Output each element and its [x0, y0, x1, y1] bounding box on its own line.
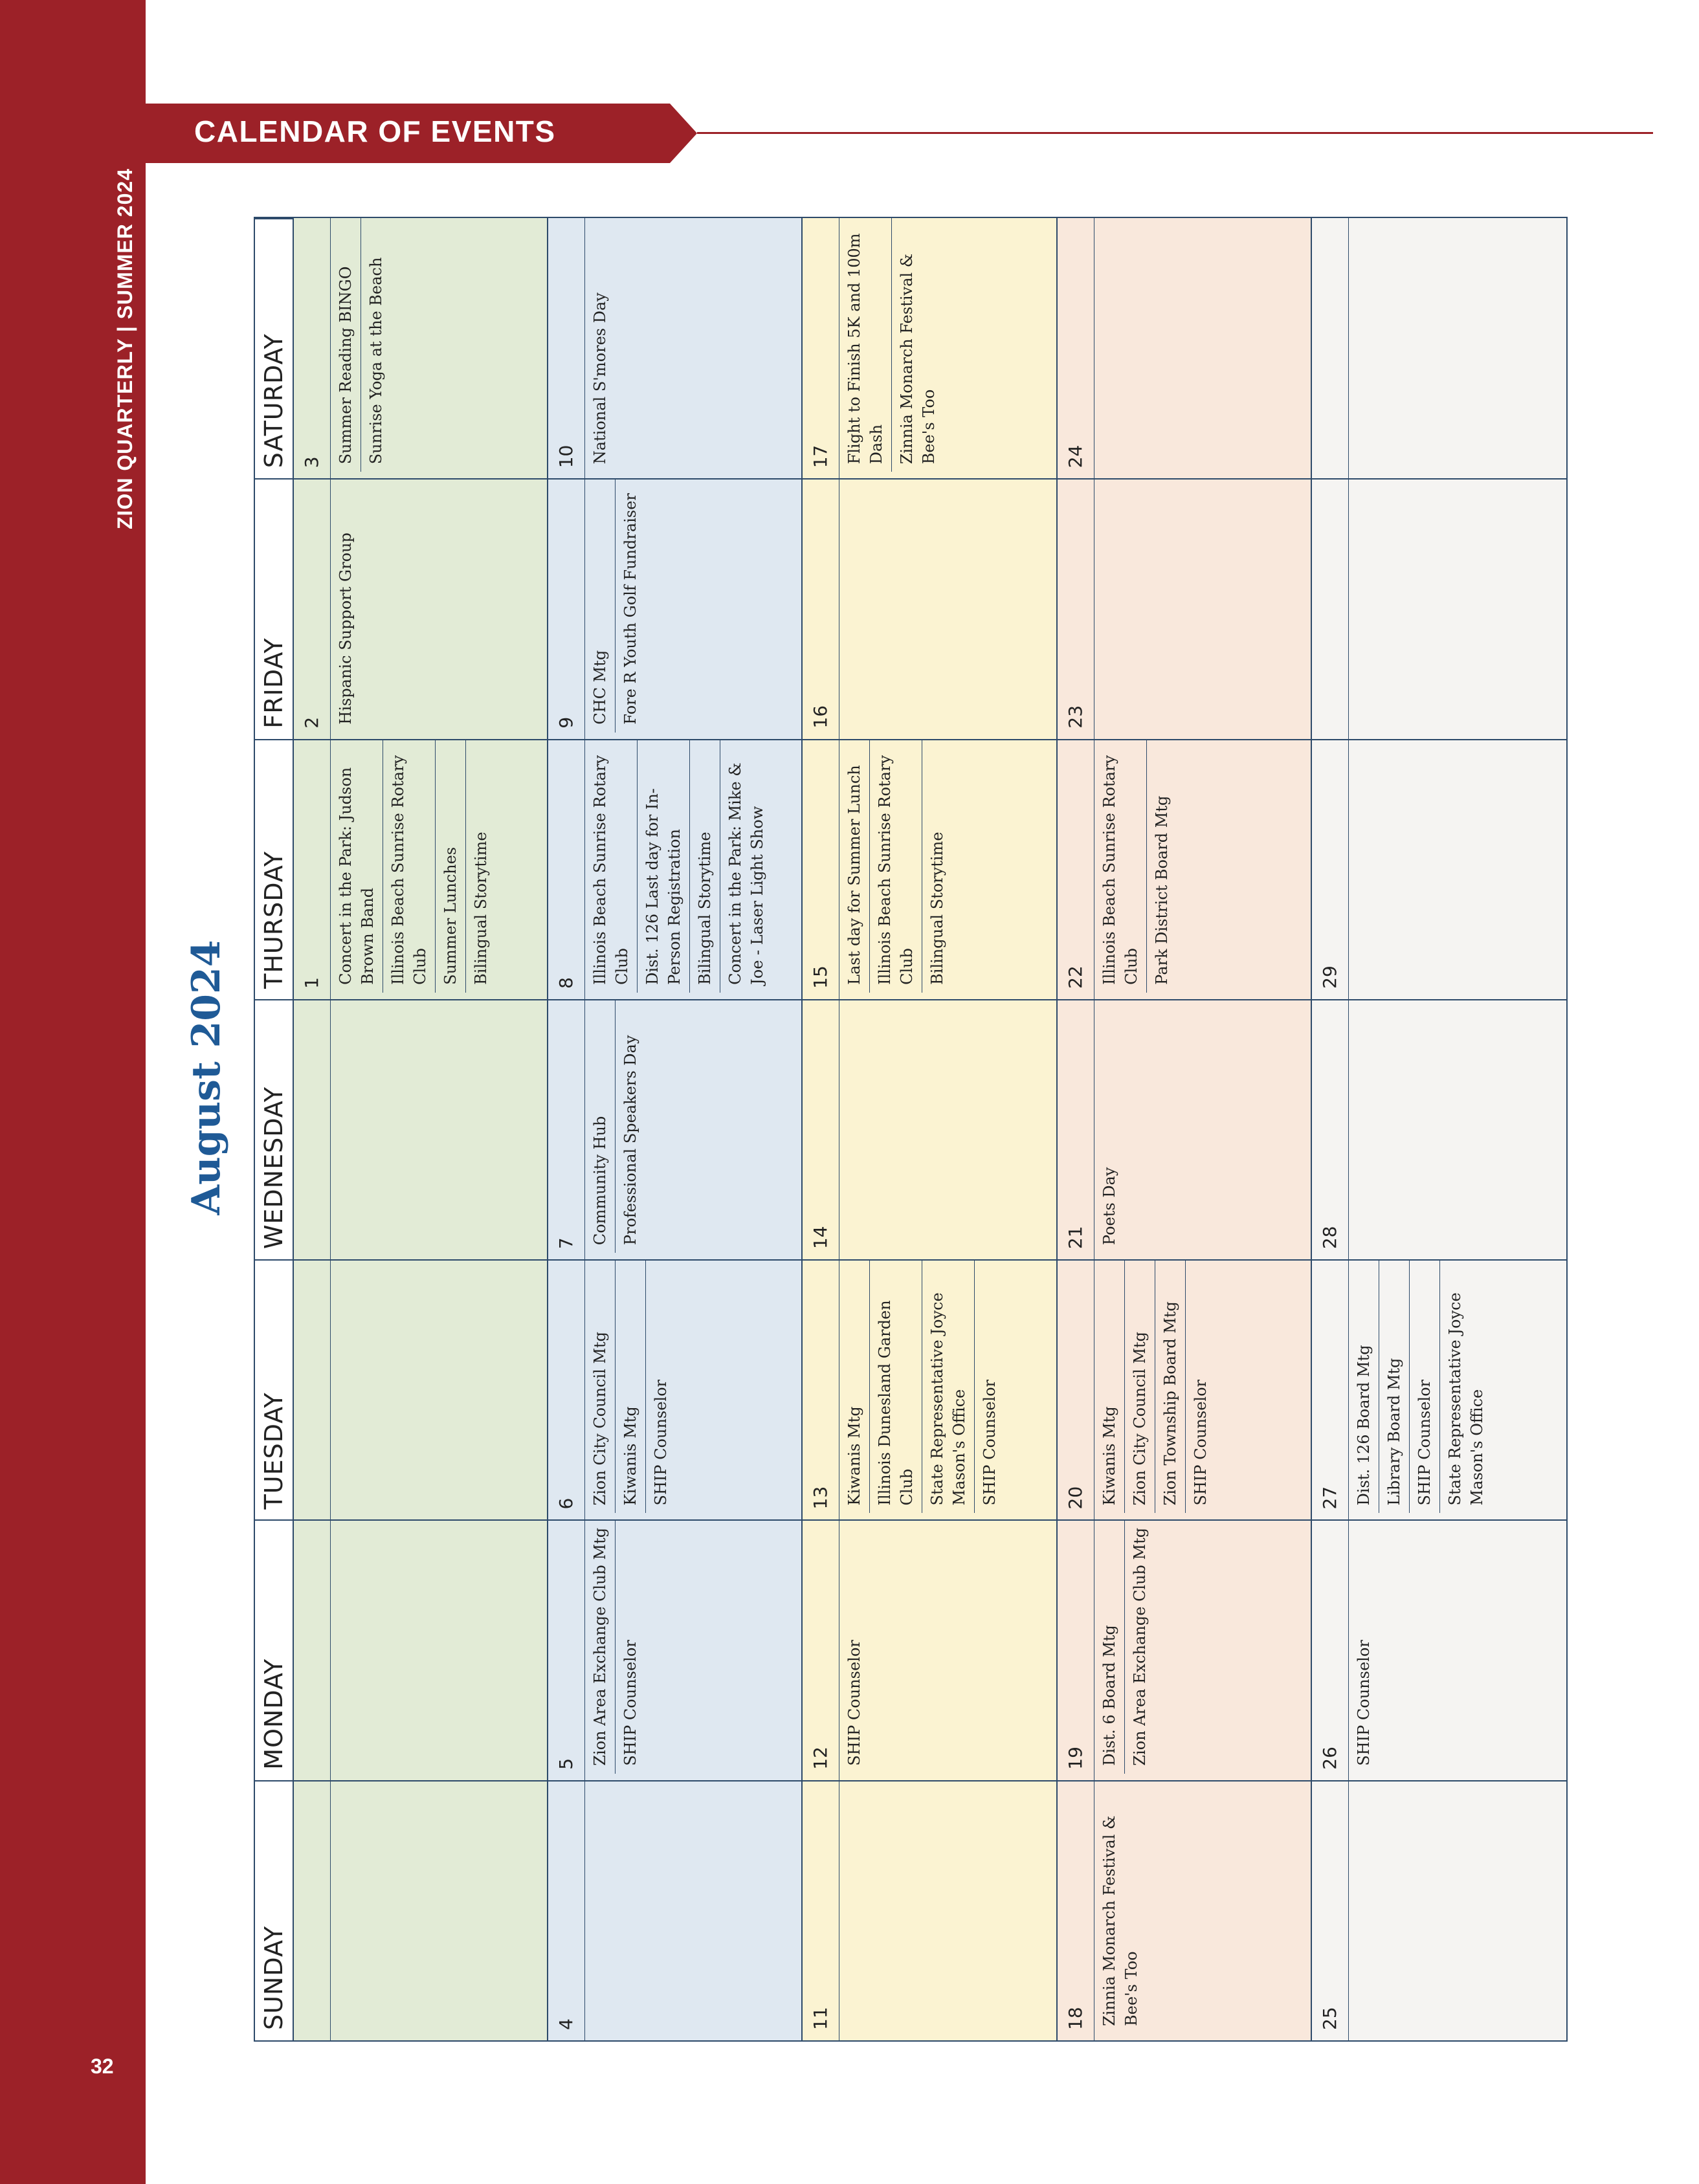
- event-item: Summer Lunches: [436, 740, 466, 993]
- day-cell: [1058, 739, 1312, 999]
- event-item: State Representative Joyce Mason's Office: [922, 1261, 975, 1513]
- banner-rule: [697, 132, 1653, 134]
- day-number: [294, 1000, 331, 1259]
- day-cell: [1312, 218, 1566, 478]
- day-number: 7: [548, 1000, 585, 1259]
- day-cell: [294, 1780, 548, 2040]
- day-number: 16: [803, 480, 839, 738]
- event-item: Last day for Summer Lunch: [839, 740, 870, 993]
- day-number: 27: [1312, 1261, 1349, 1519]
- day-cell: [548, 1259, 803, 1519]
- day-number: 25: [1312, 1781, 1349, 2040]
- weekday-header: SUNDAY: [255, 1780, 294, 2040]
- day-number: 15: [803, 740, 839, 999]
- day-cell: [294, 739, 548, 999]
- day-number: 1: [294, 740, 331, 999]
- day-cell: [294, 478, 548, 738]
- day-number: 9: [548, 480, 585, 738]
- day-cell: [1312, 1259, 1566, 1519]
- event-item: SHIP Counselor: [1410, 1261, 1440, 1513]
- event-item: Kiwanis Mtg: [616, 1261, 646, 1513]
- day-number: 12: [803, 1521, 839, 1780]
- day-cell: [1312, 1519, 1566, 1780]
- day-cell: [803, 1519, 1057, 1780]
- event-item: SHIP Counselor: [652, 1379, 671, 1506]
- event-item: Zion City Council Mtg: [1125, 1261, 1155, 1513]
- day-number: 23: [1058, 480, 1094, 738]
- weekday-header: WEDNESDAY: [255, 999, 294, 1259]
- day-number: 29: [1312, 740, 1349, 999]
- day-cell: [294, 999, 548, 1259]
- weekday-header: MONDAY: [255, 1519, 294, 1780]
- day-cell: [548, 218, 803, 478]
- day-number: 13: [803, 1261, 839, 1519]
- event-item: Kiwanis Mtg: [839, 1261, 870, 1513]
- day-cell: [1312, 739, 1566, 999]
- day-number: 2: [294, 480, 331, 738]
- weekday-header: TUESDAY: [255, 1259, 294, 1519]
- event-item: Sunrise Yoga at the Beach: [367, 257, 385, 465]
- event-item: Concert in the Park: Judson Brown Band: [331, 740, 383, 993]
- event-item: Library Board Mtg: [1379, 1261, 1410, 1513]
- day-number: 17: [803, 218, 839, 478]
- day-number: 22: [1058, 740, 1094, 999]
- day-cell: [803, 1259, 1057, 1519]
- day-cell: [294, 218, 548, 478]
- day-cell: [548, 999, 803, 1259]
- day-cell: [1312, 478, 1566, 738]
- day-number: 11: [803, 1781, 839, 2040]
- section-title: CALENDAR OF EVENTS: [194, 115, 556, 148]
- day-number: 28: [1312, 1000, 1349, 1259]
- day-number: 10: [548, 218, 585, 478]
- day-number: 21: [1058, 1000, 1094, 1259]
- day-cell: [548, 1780, 803, 2040]
- event-item: Fore R Youth Golf Fundraiser: [621, 493, 640, 725]
- day-number: [1312, 218, 1349, 478]
- day-cell: [1058, 1259, 1312, 1519]
- day-cell: [1058, 999, 1312, 1259]
- event-item: Bilingual Storytime: [472, 832, 490, 985]
- day-cell: [803, 1780, 1057, 2040]
- event-item: Zinnia Monarch Festival & Bee's Too: [1100, 1815, 1140, 2026]
- event-item: Poets Day: [1100, 1167, 1118, 1246]
- day-cell: [803, 218, 1057, 478]
- page-number: 32: [91, 2055, 114, 2078]
- event-item: Zion Area Exchange Club Mtg: [585, 1521, 616, 1773]
- event-item: Illinois Beach Sunrise Rotary Club: [1094, 740, 1147, 993]
- event-item: Flight to Finish 5K and 100m Dash: [839, 218, 892, 472]
- day-cell: [294, 1519, 548, 1780]
- day-number: 5: [548, 1521, 585, 1780]
- day-cell: [1058, 1519, 1312, 1780]
- event-item: SHIP Counselor: [981, 1379, 999, 1506]
- day-number: 3: [294, 218, 331, 478]
- event-item: Zion City Council Mtg: [585, 1261, 616, 1513]
- calendar-grid: [254, 217, 1568, 2042]
- event-item: Zion Area Exchange Club Mtg: [1130, 1527, 1149, 1766]
- day-cell: [1312, 1780, 1566, 2040]
- event-item: SHIP Counselor: [1354, 1640, 1373, 1766]
- day-cell: [1058, 218, 1312, 478]
- day-cell: [803, 999, 1057, 1259]
- publication-label: ZION QUARTERLY | SUMMER 2024: [113, 168, 137, 529]
- event-item: Bilingual Storytime: [928, 832, 947, 985]
- event-item: CHC Mtg: [585, 480, 616, 732]
- day-cell: [1312, 999, 1566, 1259]
- event-item: Hispanic Support Group: [337, 533, 355, 725]
- day-number: 20: [1058, 1261, 1094, 1519]
- day-number: [1312, 480, 1349, 738]
- day-cell: [1058, 478, 1312, 738]
- day-cell: [803, 739, 1057, 999]
- day-cell: [548, 1519, 803, 1780]
- event-item: Illinois Beach Sunrise Rotary Club: [585, 740, 638, 993]
- day-cell: [294, 1259, 548, 1519]
- weekday-header: FRIDAY: [255, 478, 294, 738]
- day-number: 4: [548, 1781, 585, 2040]
- day-number: 18: [1058, 1781, 1094, 2040]
- event-item: State Representative Joyce Mason's Office: [1445, 1292, 1486, 1506]
- event-item: Dist. 126 Board Mtg: [1349, 1261, 1379, 1513]
- event-item: Dist. 126 Last day for In-Person Registration: [638, 740, 690, 993]
- event-item: National S'mores Day: [591, 292, 610, 465]
- event-item: SHIP Counselor: [621, 1640, 640, 1766]
- day-number: 14: [803, 1000, 839, 1259]
- event-item: Summer Reading BINGO: [331, 218, 361, 472]
- event-item: Professional Speakers Day: [621, 1035, 640, 1246]
- weekday-header: SATURDAY: [255, 218, 294, 478]
- day-number: [294, 1781, 331, 2040]
- event-item: Kiwanis Mtg: [1094, 1261, 1125, 1513]
- day-number: 19: [1058, 1521, 1094, 1780]
- day-number: [294, 1521, 331, 1780]
- day-cell: [548, 478, 803, 738]
- calendar-rotated: [184, 217, 1568, 2042]
- event-item: Park District Board Mtg: [1152, 795, 1171, 985]
- day-number: [294, 1261, 331, 1519]
- event-item: Zinnia Monarch Festival & Bee's Too: [898, 253, 938, 465]
- day-cell: [803, 478, 1057, 738]
- day-number: 26: [1312, 1521, 1349, 1780]
- event-item: SHIP Counselor: [1191, 1379, 1210, 1506]
- event-item: Concert in the Park: Mike & Joe - Laser Light Show: [726, 762, 767, 985]
- event-item: Illinois Beach Sunrise Rotary Club: [383, 740, 436, 993]
- event-item: Dist. 6 Board Mtg: [1094, 1521, 1125, 1773]
- day-number: 24: [1058, 218, 1094, 478]
- day-number: 6: [548, 1261, 585, 1519]
- event-item: Illinois Beach Sunrise Rotary Club: [870, 740, 922, 993]
- event-item: Zion Township Board Mtg: [1155, 1261, 1186, 1513]
- event-item: Community Hub: [585, 1000, 616, 1253]
- day-cell: [548, 739, 803, 999]
- day-number: 8: [548, 740, 585, 999]
- day-cell: [1058, 1780, 1312, 2040]
- month-title: August 2024: [184, 940, 229, 1215]
- event-item: Illinois Dunesland Garden Club: [870, 1261, 922, 1513]
- event-item: SHIP Counselor: [845, 1640, 864, 1766]
- weekday-header: THURSDAY: [255, 739, 294, 999]
- event-item: Bilingual Storytime: [690, 740, 720, 993]
